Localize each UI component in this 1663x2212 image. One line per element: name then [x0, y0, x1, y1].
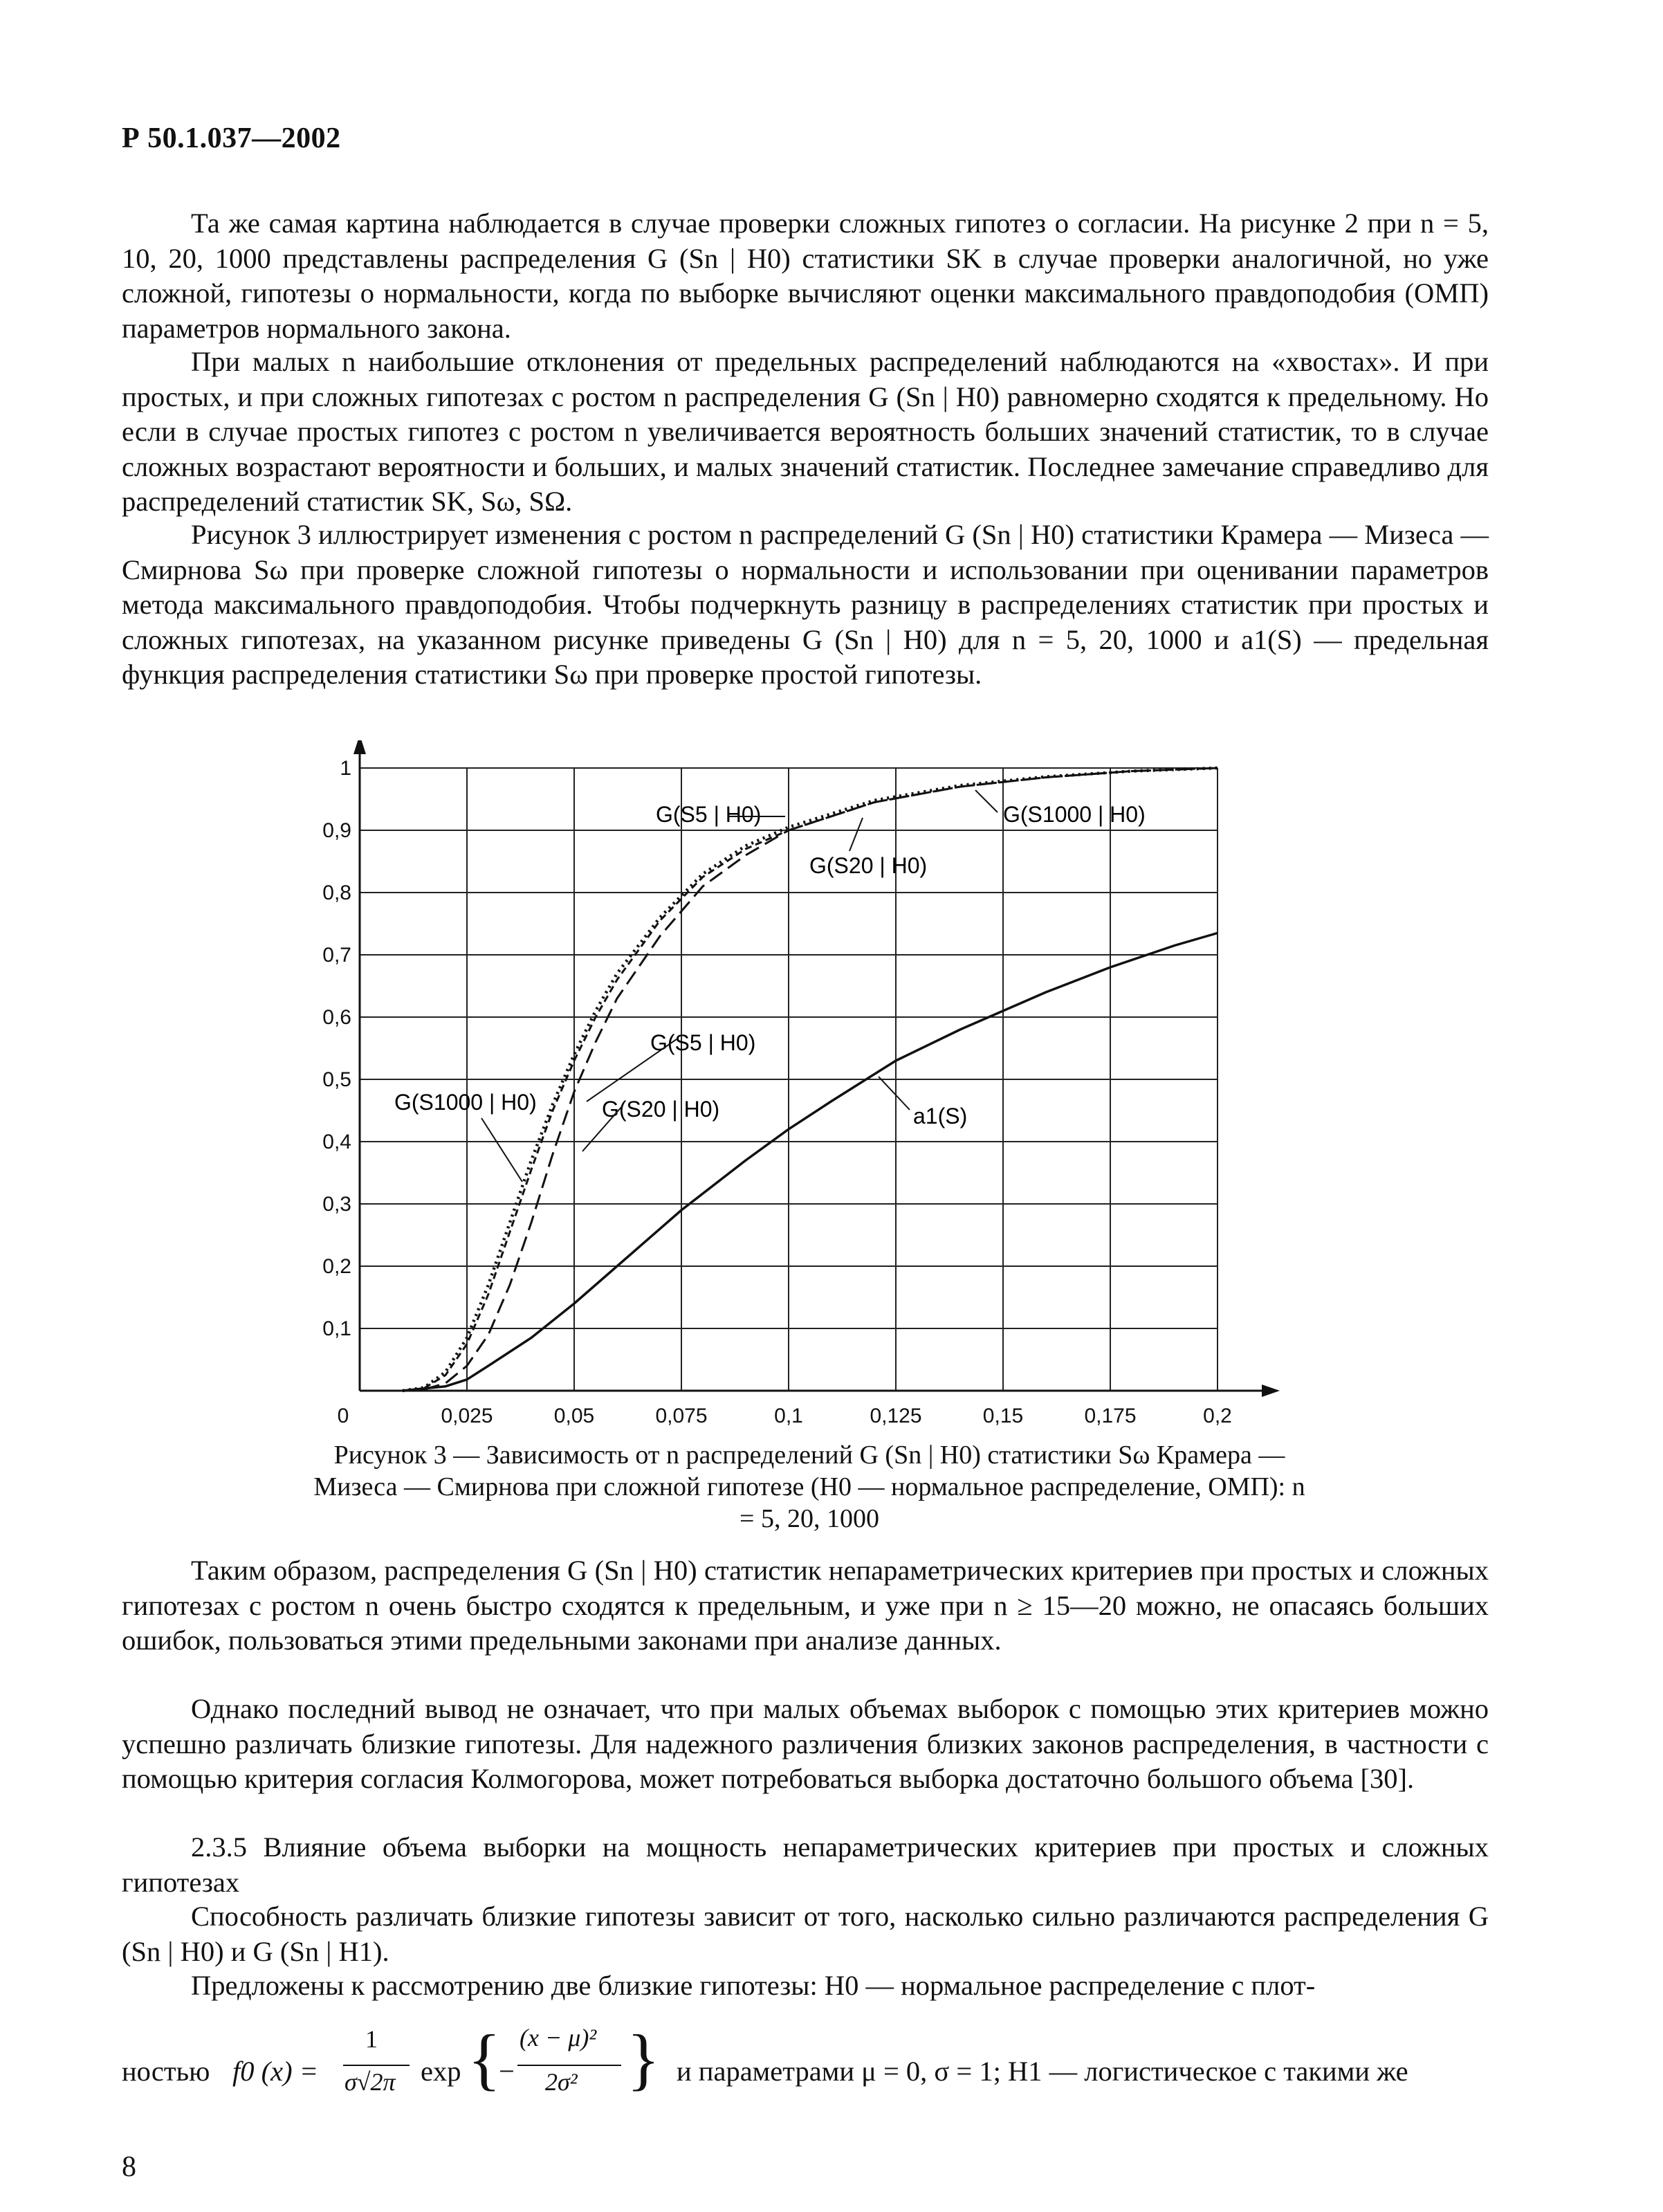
section-heading-2-3-5: 2.3.5 Влияние объема выборки на мощность непараметрических критериев при простых и сложных гипотезах [122, 1831, 1489, 1898]
document-header: Р 50.1.037—2002 [122, 122, 341, 154]
label-a1: a1(S) [913, 1104, 968, 1128]
formula-fraction-bar [343, 2065, 410, 2066]
page-number: 8 [122, 2151, 136, 2183]
y-tick-label: 0,1 [322, 1317, 351, 1340]
x-tick-label: 0,1 [774, 1405, 803, 1427]
paragraph-2: При малых n наибольшие отклонения от предельных распределений наблюдаются на «хвостах». И при простых, и при сложных гипотезах с ростом n распределения G (Sn | H0) равномерно сходятся к предельному. Но если в случае простых гипотез с ростом n увеличивается вероятность больших значений статистик, то в случае сложных возрастают вероятности и больших, и малых значений статистик. Последнее замечание справедливо для распределений статистик SK, Sω, SΩ. [122, 346, 1489, 517]
label-s20-top: G(S20 | H0) [809, 853, 928, 878]
y-tick-label: 1 [340, 757, 351, 780]
x-tick-label: 0,175 [1084, 1405, 1137, 1427]
formula-exp-bar [517, 2065, 621, 2066]
figure-3-chart [304, 740, 1314, 1439]
formula-exp-numerator: (x − μ)² [520, 2024, 597, 2051]
formula-prefix: ностью [122, 2056, 210, 2087]
formula-exp-denominator: 2σ² [545, 2068, 578, 2096]
x-axis-arrow [1262, 1384, 1280, 1397]
formula-denominator: σ√2π [344, 2068, 396, 2096]
paragraph-1: Та же самая картина наблюдается в случае проверки сложных гипотез о согласии. На рисунке 2 при n = 5, 10, 20, 1000 представлены распределения G (Sn | H0) статистики SK в случае проверки аналогичной, но уже сложной, гипотезы о нормальности, когда по выборке вычисляют оценки максимального правдоподобия (ОМП) параметров нормального закона. [122, 208, 1489, 344]
y-tick-label: 0,6 [322, 1006, 351, 1029]
y-tick-label: 0,7 [322, 944, 351, 967]
formula-brace-right: } [627, 2020, 660, 2097]
density-formula [122, 2019, 1489, 2102]
formula-suffix: и параметрами μ = 0, σ = 1; H1 — логистическое с такими же [677, 2056, 1408, 2087]
y-tick-label: 0,5 [322, 1068, 351, 1091]
paragraph-4: Таким образом, распределения G (Sn | H0) статистик непараметрических критериев при простых и сложных гипотезах с ростом n очень быстро сходятся к предельным, и уже при n ≥ 15—20 можно, не опасаясь больших ошибок, пользоваться этими предельными законами при анализе данных. [122, 1555, 1489, 1656]
chart-grid [360, 768, 1218, 1391]
paragraph-6: Способность различать близкие гипотезы зависит от того, насколько сильно различаются распределения G (Sn | H0) и G (Sn | H1). [122, 1901, 1489, 1967]
y-tick-label: 0,8 [322, 881, 351, 904]
figure-caption: Рисунок 3 — Зависимость от n распределений G (Sn | H0) статистики Sω Крамера — Мизеса — Смирнова при сложной гипотезе (H0 — нормальное распределение, ОМП): n = 5, 20, 1000 [313, 1441, 1305, 1533]
x-tick-label: 0,075 [655, 1405, 708, 1427]
series-line-a1-s- [403, 933, 1218, 1391]
label-s20-mid: G(S20 | H0) [602, 1097, 720, 1122]
formula-numerator: 1 [365, 2025, 378, 2053]
x-tick-label: 0,025 [441, 1405, 493, 1427]
paragraph-7: Предложены к рассмотрению две близкие гипотезы: H0 — нормальное распределение с плот- [191, 1970, 1316, 2001]
paragraph-5: Однако последний вывод не означает, что при малых объемах выборок с помощью этих критериев можно успешно различать близкие гипотезы. Для надежного различения близких законов распределения, в частности с помощью критерия согласия Колмогорова, может потребоваться выборка достаточно большого объема [30]. [122, 1693, 1489, 1794]
x-tick-label: 0 [337, 1405, 349, 1427]
chart-axes [353, 740, 1280, 1397]
y-tick-label: 0,3 [322, 1193, 351, 1216]
formula-exp: exp [421, 2056, 461, 2087]
y-tick-label: 0,9 [322, 819, 351, 842]
y-tick-label: 0,4 [322, 1131, 351, 1153]
label-s1000-top: G(S1000 | H0) [1003, 802, 1146, 827]
paragraph-3: Рисунок 3 иллюстрирует изменения с ростом n распределений G (Sn | H0) статистики Крамера — Мизеса — Смирнова Sω при проверке сложной гипотезы о нормальности и использовании при оценивании параметров метода максимального правдоподобия. Чтобы подчеркнуть разницу в распределениях статистик при простых и сложных гипотезах, на указанном рисунке приведены G (Sn | H0) для n = 5, 20, 1000 и a1(S) — предельная функция распределения статистики Sω при проверке простой гипотезы. [122, 519, 1489, 690]
x-tick-label: 0,2 [1203, 1405, 1232, 1427]
label-s5-mid: G(S5 | H0) [650, 1030, 756, 1055]
x-tick-label: 0,05 [553, 1405, 595, 1427]
formula-lhs: f0 (x) = [232, 2056, 319, 2087]
label-s5-top: G(S5 | H0) [656, 802, 762, 827]
y-tick-label: 0,2 [322, 1255, 351, 1278]
label-s1000-mid: G(S1000 | H0) [394, 1090, 537, 1115]
formula-minus: − [499, 2056, 515, 2087]
y-axis-arrow [353, 740, 366, 754]
x-tick-label: 0,15 [982, 1405, 1024, 1427]
x-tick-label: 0,125 [870, 1405, 922, 1427]
formula-brace-left: { [468, 2020, 501, 2097]
